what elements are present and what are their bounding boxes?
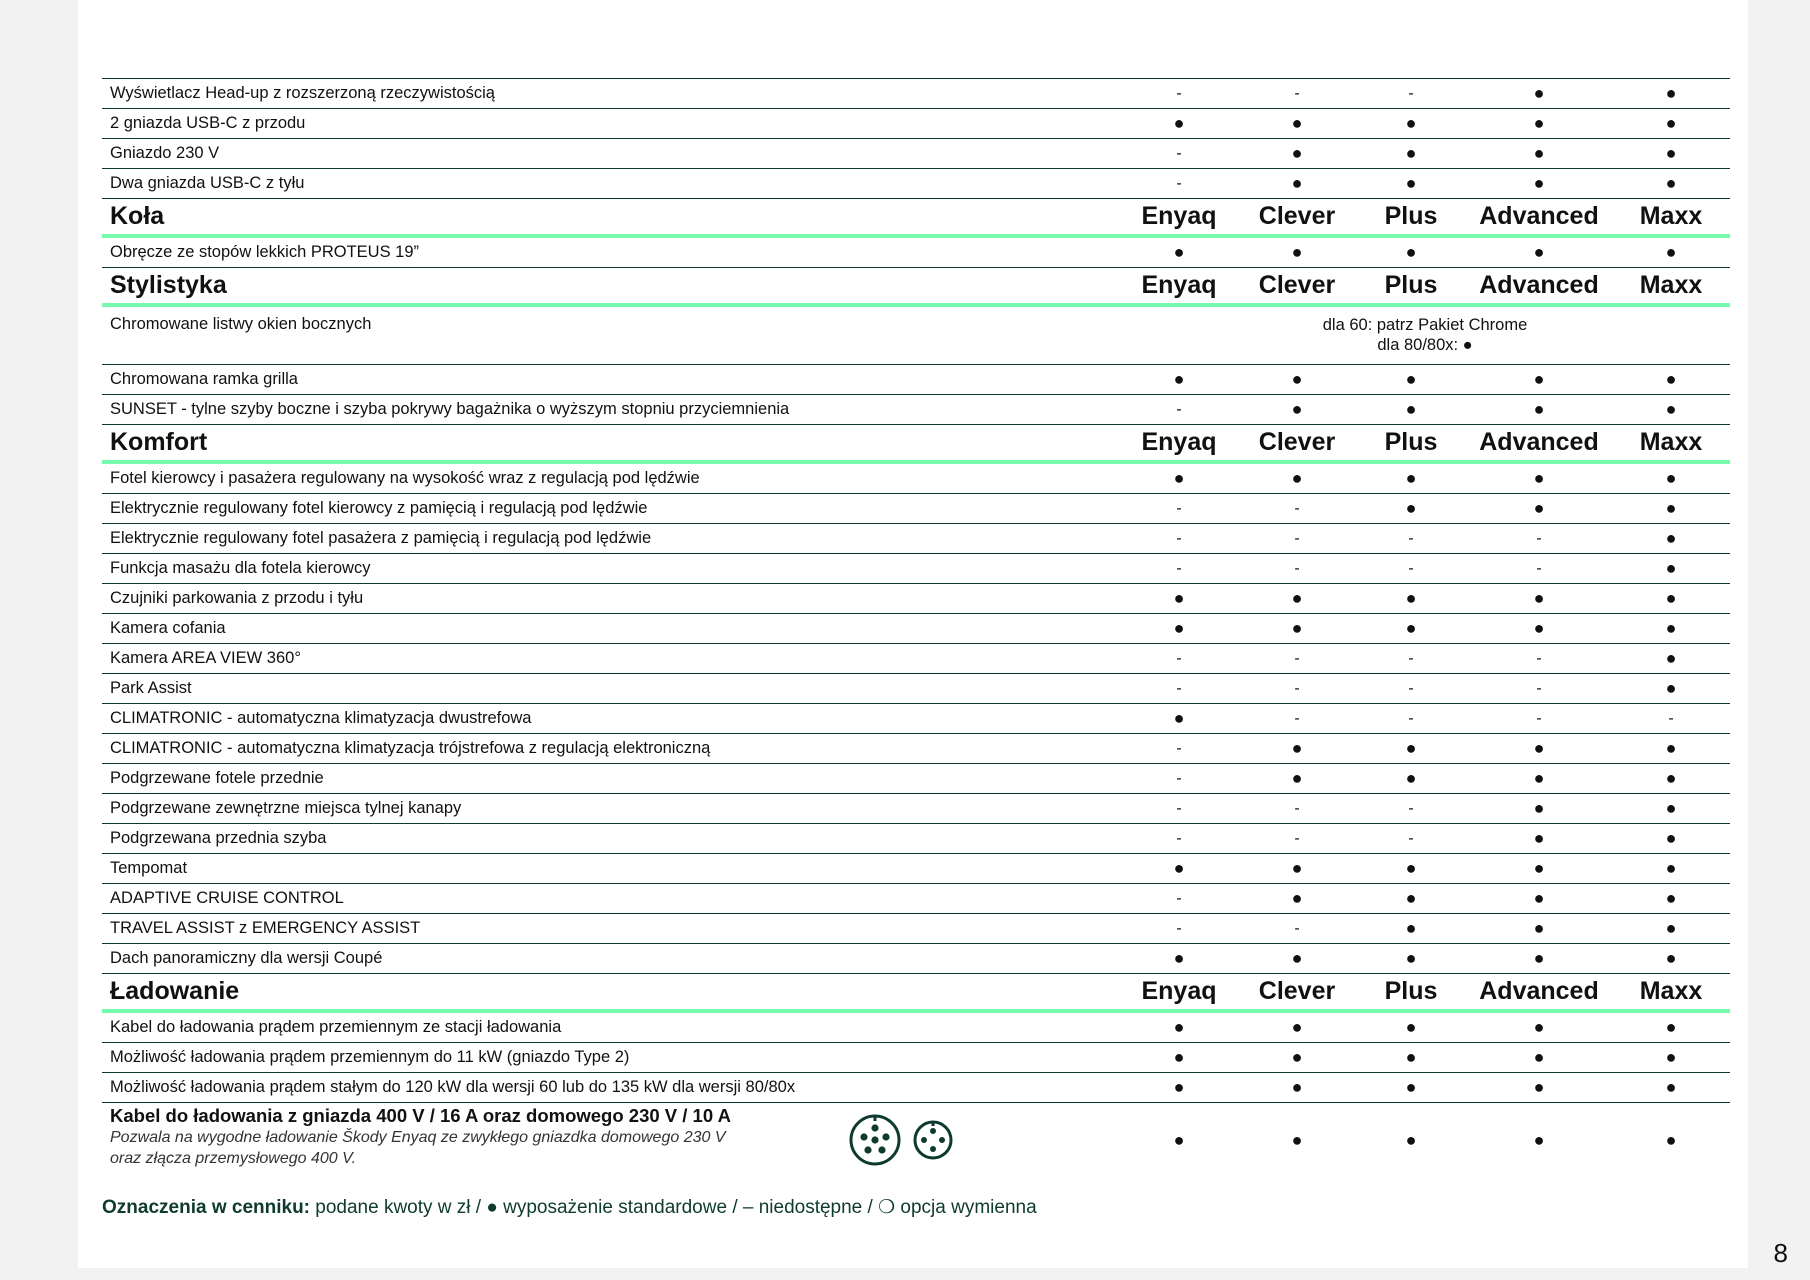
cell-maxx: ●: [1612, 884, 1730, 914]
row-label: Podgrzewana przednia szyba: [102, 824, 1120, 854]
cell-advanced: ●: [1466, 584, 1612, 614]
cell-maxx: ●: [1612, 824, 1730, 854]
column-header-plus: Plus: [1356, 268, 1466, 306]
cell-plus: ●: [1356, 914, 1466, 944]
row-description: Pozwala na wygodne ładowanie Škody Enyaq ze zwykłego gniazdka domowego 230 V oraz złącza przemysłowego 400 V.: [110, 1129, 726, 1167]
cell-clever: ●: [1238, 944, 1356, 974]
table-row: [102, 494, 1730, 524]
table-row: [102, 462, 1730, 494]
cell-enyaq: ●: [1120, 1073, 1238, 1103]
row-label: Wyświetlacz Head-up z rozszerzoną rzeczywistością: [102, 79, 1120, 109]
cell-plus: -: [1356, 524, 1466, 554]
cell-advanced: ●: [1466, 824, 1612, 854]
table-row: [102, 236, 1730, 268]
legend-text: podane kwoty w zł / ● wyposażenie standardowe / – niedostępne / ❍ opcja wymienna: [310, 1197, 1037, 1218]
row-label: Obręcze ze stopów lekkich PROTEUS 19”: [102, 236, 1120, 268]
column-header-clever: Clever: [1238, 268, 1356, 306]
cell-maxx: ●: [1612, 734, 1730, 764]
cell-maxx: ●: [1612, 614, 1730, 644]
table-row: [102, 395, 1730, 425]
cell-clever: -: [1238, 704, 1356, 734]
cell-enyaq: -: [1120, 764, 1238, 794]
table-row: [102, 554, 1730, 584]
cell-advanced: ●: [1466, 854, 1612, 884]
cell-clever: -: [1238, 674, 1356, 704]
cell-maxx: ●: [1612, 1011, 1730, 1043]
row-label: CLIMATRONIC - automatyczna klimatyzacja dwustrefowa: [102, 704, 1120, 734]
table-row: [102, 365, 1730, 395]
cell-plus: ●: [1356, 169, 1466, 199]
plug-5-pin-icon: [848, 1113, 902, 1167]
cell-enyaq: ●: [1120, 854, 1238, 884]
table-row: [102, 884, 1730, 914]
cell-maxx: ●: [1612, 395, 1730, 425]
cell-clever: -: [1238, 824, 1356, 854]
section-header: [102, 199, 1730, 237]
cell-advanced: ●: [1466, 462, 1612, 494]
cell-plus: ●: [1356, 1043, 1466, 1073]
row-label: Dwa gniazda USB-C z tyłu: [102, 169, 1120, 199]
cell-enyaq: -: [1120, 139, 1238, 169]
cell-plus: ●: [1356, 395, 1466, 425]
table-row: [102, 914, 1730, 944]
table-row: [102, 1011, 1730, 1043]
cell-enyaq: -: [1120, 395, 1238, 425]
row-label: Gniazdo 230 V: [102, 139, 1120, 169]
cell-advanced: ●: [1466, 614, 1612, 644]
cell-enyaq: ●: [1120, 704, 1238, 734]
cell-clever: ●: [1238, 236, 1356, 268]
cell-advanced: ●: [1466, 365, 1612, 395]
cell-plus: ●: [1356, 494, 1466, 524]
cell-advanced: ●: [1466, 395, 1612, 425]
table-row: [102, 644, 1730, 674]
column-header-advanced: Advanced: [1466, 199, 1612, 237]
cell-maxx: ●: [1612, 554, 1730, 584]
cell-maxx: ●: [1612, 169, 1730, 199]
cell-plus: -: [1356, 824, 1466, 854]
row-label: Chromowane listwy okien bocznych: [102, 305, 1120, 365]
section-header: [102, 425, 1730, 463]
column-header-enyaq: Enyaq: [1120, 199, 1238, 237]
cell-maxx: ●: [1612, 236, 1730, 268]
cell-plus: -: [1356, 79, 1466, 109]
cell-advanced: -: [1466, 644, 1612, 674]
row-label: Elektrycznie regulowany fotel kierowcy z pamięcią i regulacją pod lędźwie: [102, 494, 1120, 524]
row-label: Dach panoramiczny dla wersji Coupé: [102, 944, 1120, 974]
row-label: TRAVEL ASSIST z EMERGENCY ASSIST: [102, 914, 1120, 944]
row-label: Fotel kierowcy i pasażera regulowany na wysokość wraz z regulacją pod lędźwie: [102, 462, 1120, 494]
cell-advanced: ●: [1466, 914, 1612, 944]
cell-enyaq: ●: [1120, 614, 1238, 644]
cell-enyaq: -: [1120, 554, 1238, 584]
cell-advanced: ●: [1466, 79, 1612, 109]
cell-enyaq: ●: [1120, 365, 1238, 395]
cell-enyaq: ●: [1120, 1103, 1238, 1178]
row-label: [102, 1103, 1120, 1178]
note-line-1: dla 60: patrz Pakiet Chrome: [1322, 316, 1528, 334]
cell-maxx: ●: [1612, 365, 1730, 395]
cell-maxx: ●: [1612, 944, 1730, 974]
cell-clever: ●: [1238, 764, 1356, 794]
cell-advanced: ●: [1466, 169, 1612, 199]
cell-clever: -: [1238, 79, 1356, 109]
table-row: [102, 169, 1730, 199]
cell-maxx: ●: [1612, 494, 1730, 524]
cell-advanced: -: [1466, 704, 1612, 734]
table-row: [102, 704, 1730, 734]
cell-plus: ●: [1356, 764, 1466, 794]
cell-maxx: ●: [1612, 79, 1730, 109]
table-row: [102, 674, 1730, 704]
cell-advanced: ●: [1466, 109, 1612, 139]
cell-enyaq: -: [1120, 644, 1238, 674]
cell-plus: -: [1356, 554, 1466, 584]
cell-maxx: ●: [1612, 584, 1730, 614]
cell-plus: ●: [1356, 109, 1466, 139]
cell-maxx: ●: [1612, 139, 1730, 169]
cell-clever: ●: [1238, 139, 1356, 169]
cell-enyaq: -: [1120, 824, 1238, 854]
table-row: [102, 824, 1730, 854]
cell-clever: ●: [1238, 462, 1356, 494]
cell-plus: ●: [1356, 1103, 1466, 1178]
column-header-advanced: Advanced: [1466, 425, 1612, 463]
row-label: Możliwość ładowania prądem stałym do 120 kW dla wersji 60 lub do 135 kW dla wersji 80/80x: [102, 1073, 1120, 1103]
note-line-2: dla 80/80x: ●: [1377, 336, 1473, 354]
cell-maxx: ●: [1612, 674, 1730, 704]
table-row-charging-cable: [102, 1103, 1730, 1178]
cell-maxx: ●: [1612, 764, 1730, 794]
cell-clever: ●: [1238, 884, 1356, 914]
cell-clever: ●: [1238, 1011, 1356, 1043]
cell-plus: ●: [1356, 365, 1466, 395]
cell-plus: -: [1356, 674, 1466, 704]
table-row: [102, 794, 1730, 824]
cell-enyaq: ●: [1120, 1011, 1238, 1043]
cell-maxx: ●: [1612, 854, 1730, 884]
row-label: Czujniki parkowania z przodu i tyłu: [102, 584, 1120, 614]
column-header-maxx: Maxx: [1612, 268, 1730, 306]
equipment-table: [102, 78, 1730, 1177]
cell-clever: ●: [1238, 1043, 1356, 1073]
row-label: Kabel do ładowania prądem przemiennym ze stacji ładowania: [102, 1011, 1120, 1043]
cell-clever: ●: [1238, 614, 1356, 644]
cell-maxx: ●: [1612, 462, 1730, 494]
cell-advanced: ●: [1466, 1073, 1612, 1103]
column-header-maxx: Maxx: [1612, 425, 1730, 463]
page-number: 8: [1773, 1238, 1788, 1268]
cell-advanced: -: [1466, 674, 1612, 704]
cell-plus: ●: [1356, 1073, 1466, 1103]
section-header: [102, 268, 1730, 306]
section-title: Komfort: [102, 425, 1120, 463]
row-label: Kamera cofania: [102, 614, 1120, 644]
row-label: Podgrzewane zewnętrzne miejsca tylnej kanapy: [102, 794, 1120, 824]
cell-plus: ●: [1356, 854, 1466, 884]
cell-enyaq: ●: [1120, 109, 1238, 139]
section-title: Koła: [102, 199, 1120, 237]
row-label: Park Assist: [102, 674, 1120, 704]
cell-plus: ●: [1356, 584, 1466, 614]
cell-enyaq: -: [1120, 494, 1238, 524]
cell-advanced: ●: [1466, 1043, 1612, 1073]
row-label: Tempomat: [102, 854, 1120, 884]
cell-maxx: ●: [1612, 1073, 1730, 1103]
table-row: [102, 1073, 1730, 1103]
cell-clever: -: [1238, 494, 1356, 524]
cell-advanced: ●: [1466, 794, 1612, 824]
cell-clever: ●: [1238, 734, 1356, 764]
section-title: Ładowanie: [102, 974, 1120, 1012]
cell-maxx: ●: [1612, 524, 1730, 554]
table-row: [102, 79, 1730, 109]
cell-advanced: ●: [1466, 1011, 1612, 1043]
column-header-advanced: Advanced: [1466, 268, 1612, 306]
cell-clever: ●: [1238, 109, 1356, 139]
cell-clever: ●: [1238, 395, 1356, 425]
cell-advanced: ●: [1466, 236, 1612, 268]
column-header-enyaq: Enyaq: [1120, 268, 1238, 306]
table-row: [102, 139, 1730, 169]
column-header-maxx: Maxx: [1612, 199, 1730, 237]
cell-plus: ●: [1356, 614, 1466, 644]
table-row: [102, 1043, 1730, 1073]
cell-advanced: ●: [1466, 764, 1612, 794]
cell-enyaq: ●: [1120, 236, 1238, 268]
cell-enyaq: -: [1120, 914, 1238, 944]
row-label: ADAPTIVE CRUISE CONTROL: [102, 884, 1120, 914]
column-header-clever: Clever: [1238, 974, 1356, 1012]
cell-plus: -: [1356, 794, 1466, 824]
cell-clever: ●: [1238, 1103, 1356, 1178]
cell-advanced: ●: [1466, 944, 1612, 974]
cell-maxx: ●: [1612, 1103, 1730, 1178]
plug-icons: [848, 1113, 954, 1167]
table-row: [102, 305, 1730, 365]
cell-plus: ●: [1356, 944, 1466, 974]
table-row: [102, 854, 1730, 884]
row-label: Możliwość ładowania prądem przemiennym do 11 kW (gniazdo Type 2): [102, 1043, 1120, 1073]
cell-enyaq: -: [1120, 674, 1238, 704]
cell-clever: ●: [1238, 1073, 1356, 1103]
row-label: Podgrzewane fotele przednie: [102, 764, 1120, 794]
cell-maxx: ●: [1612, 794, 1730, 824]
cell-plus: -: [1356, 704, 1466, 734]
cell-enyaq: ●: [1120, 944, 1238, 974]
cell-clever: -: [1238, 554, 1356, 584]
cell-plus: ●: [1356, 734, 1466, 764]
cell-clever: -: [1238, 524, 1356, 554]
plug-4-pin-icon: [912, 1119, 954, 1161]
row-label: Funkcja masażu dla fotela kierowcy: [102, 554, 1120, 584]
cell-maxx: ●: [1612, 1043, 1730, 1073]
row-label: Kamera AREA VIEW 360°: [102, 644, 1120, 674]
cell-clever: ●: [1238, 365, 1356, 395]
cell-advanced: ●: [1466, 494, 1612, 524]
cell-advanced: ●: [1466, 1103, 1612, 1178]
table-row: [102, 764, 1730, 794]
cell-maxx: ●: [1612, 109, 1730, 139]
column-header-clever: Clever: [1238, 199, 1356, 237]
cell-clever: ●: [1238, 854, 1356, 884]
cell-maxx: ●: [1612, 644, 1730, 674]
table-row: [102, 614, 1730, 644]
legend-title: Oznaczenia w cenniku:: [102, 1197, 310, 1218]
cell-enyaq: ●: [1120, 1043, 1238, 1073]
cell-plus: ●: [1356, 1011, 1466, 1043]
price-list-page: [78, 0, 1748, 1268]
column-header-plus: Plus: [1356, 974, 1466, 1012]
row-label: CLIMATRONIC - automatyczna klimatyzacja trójstrefowa z regulacją elektroniczną: [102, 734, 1120, 764]
cell-clever: -: [1238, 644, 1356, 674]
cell-enyaq: ●: [1120, 584, 1238, 614]
row-title: Kabel do ładowania z gniazda 400 V / 16 A oraz domowego 230 V / 10 A: [110, 1105, 731, 1126]
cell-enyaq: -: [1120, 794, 1238, 824]
column-header-plus: Plus: [1356, 199, 1466, 237]
cell-enyaq: -: [1120, 884, 1238, 914]
table-row: [102, 944, 1730, 974]
row-label: Chromowana ramka grilla: [102, 365, 1120, 395]
section-title: Stylistyka: [102, 268, 1120, 306]
cell-maxx: ●: [1612, 914, 1730, 944]
column-header-enyaq: Enyaq: [1120, 974, 1238, 1012]
cell-advanced: -: [1466, 554, 1612, 584]
cell-plus: ●: [1356, 139, 1466, 169]
legend: [102, 1196, 1037, 1219]
table-row: [102, 524, 1730, 554]
cell-plus: ●: [1356, 236, 1466, 268]
column-header-advanced: Advanced: [1466, 974, 1612, 1012]
cell-plus: ●: [1356, 462, 1466, 494]
row-label: Elektrycznie regulowany fotel pasażera z pamięcią i regulacją pod lędźwie: [102, 524, 1120, 554]
cell-plus: ●: [1356, 884, 1466, 914]
cell-enyaq: ●: [1120, 462, 1238, 494]
cell-advanced: -: [1466, 524, 1612, 554]
cell-clever: ●: [1238, 584, 1356, 614]
cell-clever: -: [1238, 914, 1356, 944]
column-header-maxx: Maxx: [1612, 974, 1730, 1012]
cell-clever: -: [1238, 794, 1356, 824]
cell-advanced: ●: [1466, 884, 1612, 914]
cell-enyaq: -: [1120, 79, 1238, 109]
column-header-clever: Clever: [1238, 425, 1356, 463]
cell-advanced: ●: [1466, 139, 1612, 169]
cell-clever: ●: [1238, 169, 1356, 199]
column-header-plus: Plus: [1356, 425, 1466, 463]
cell-enyaq: -: [1120, 524, 1238, 554]
table-row: [102, 109, 1730, 139]
cell-advanced: ●: [1466, 734, 1612, 764]
row-label: 2 gniazda USB-C z przodu: [102, 109, 1120, 139]
section-header: [102, 974, 1730, 1012]
table-row: [102, 584, 1730, 614]
table-row: [102, 734, 1730, 764]
row-label: SUNSET - tylne szyby boczne i szyba pokrywy bagażnika o wyższym stopniu przyciemnienia: [102, 395, 1120, 425]
cell-enyaq: -: [1120, 169, 1238, 199]
column-header-enyaq: Enyaq: [1120, 425, 1238, 463]
cell-maxx: -: [1612, 704, 1730, 734]
merged-cell-note: [1120, 305, 1730, 365]
cell-enyaq: -: [1120, 734, 1238, 764]
cell-plus: -: [1356, 644, 1466, 674]
